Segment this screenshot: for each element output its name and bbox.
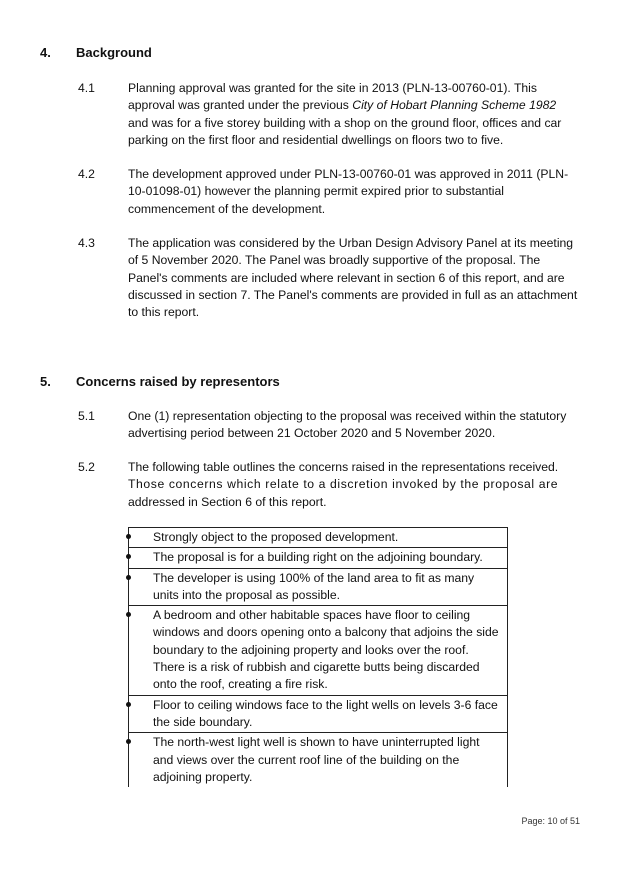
text-run: Those concerns which relate to a discretion invoked by the proposal are: [128, 477, 559, 492]
concern-cell: [129, 528, 508, 548]
text-run: The following table outlines the concerns raised in the representations received.: [128, 460, 559, 474]
concerns-table: [128, 527, 508, 787]
table-row: [129, 733, 508, 787]
paragraph-4-2: [78, 166, 578, 218]
concern-text: Strongly object to the proposed development.: [153, 530, 399, 544]
bullet-icon: [126, 702, 131, 707]
paragraph-text: The development approved under PLN-13-00760-01 was approved in 2011 (PLN-10-01098-01) however the planning permit expired prior to substantial commencement of the development.: [128, 167, 569, 216]
paragraph-text: One (1) representation objecting to the proposal was received within the statutory advertising period between 21 October 2020 and 5 November 2020.: [128, 409, 567, 441]
bullet-icon: [126, 575, 131, 580]
section-4-heading: [40, 45, 152, 60]
bullet-icon: [126, 739, 131, 744]
text-run: and was for a five storey building with a shop on the ground floor, offices and car parking on the first floor and residential dwellings on floors two to five.: [128, 115, 562, 147]
concern-cell: [129, 568, 508, 606]
table-row: [129, 528, 508, 548]
section-number: 5.: [40, 374, 51, 389]
concern-text: The developer is using 100% of the land area to fit as many units into the proposal as possible.: [153, 570, 475, 602]
concern-cell: [129, 695, 508, 733]
section-number: 4.: [40, 45, 51, 60]
text-run: addressed in Section 6 of this report.: [128, 494, 327, 509]
paragraph-number: 5.1: [78, 409, 95, 423]
bullet-icon: [126, 534, 131, 539]
paragraph-number: 5.2: [78, 460, 95, 474]
section-title: Background: [76, 45, 152, 60]
paragraph-number: 4.2: [78, 167, 95, 181]
paragraph-text: The application was considered by the Urban Design Advisory Panel at its meeting of 5 November 2020. The Panel was broadly supportive of the proposal. The Panel's comments are included where relevant in section 6 of this report, and are discussed in section 7. The Panel's comments are provided in full as an attachment to this report.: [128, 236, 578, 320]
concern-text: The proposal is for a building right on the adjoining boundary.: [153, 550, 483, 565]
paragraph-5-2: [78, 459, 578, 511]
concern-text: The north-west light well is shown to have uninterrupted light and views over the current roof line of the building on the adjoining property.: [153, 735, 480, 784]
paragraph-text: [128, 459, 578, 511]
concern-cell: [129, 606, 508, 695]
table-row: [129, 548, 508, 568]
table-row: [129, 606, 508, 695]
scheme-title: City of Hobart Planning Scheme 1982: [352, 98, 557, 113]
concern-text: A bedroom and other habitable spaces have floor to ceiling windows and doors opening onto a balcony that adjoins the side boundary to the adjoining property and looks over the roof. There is a risk of rubbish and cigarette butts being discarded onto the roof, creating a fire risk.: [153, 608, 499, 692]
bullet-icon: [126, 612, 131, 617]
section-5-heading: [40, 374, 280, 389]
paragraph-4-1: [78, 80, 578, 149]
concern-cell: [129, 548, 508, 568]
table-row: [129, 695, 508, 733]
page-number: Page: 10 of 51: [521, 816, 580, 826]
paragraph-text: [128, 80, 578, 149]
concern-cell: [129, 733, 508, 787]
section-title: Concerns raised by representors: [76, 374, 280, 389]
paragraph-5-1: [78, 408, 578, 443]
table-row: [129, 568, 508, 606]
text-run: Planning approval was granted for the site in 2013 (PLN-13-00760-01). This approval was granted under the previous: [128, 81, 537, 113]
paragraph-number: 4.3: [78, 236, 95, 250]
paragraph-4-3: [78, 235, 578, 321]
bullet-icon: [126, 554, 131, 559]
concern-text: Floor to ceiling windows face to the light wells on levels 3-6 face the side boundary.: [153, 697, 498, 729]
paragraph-number: 4.1: [78, 81, 95, 95]
